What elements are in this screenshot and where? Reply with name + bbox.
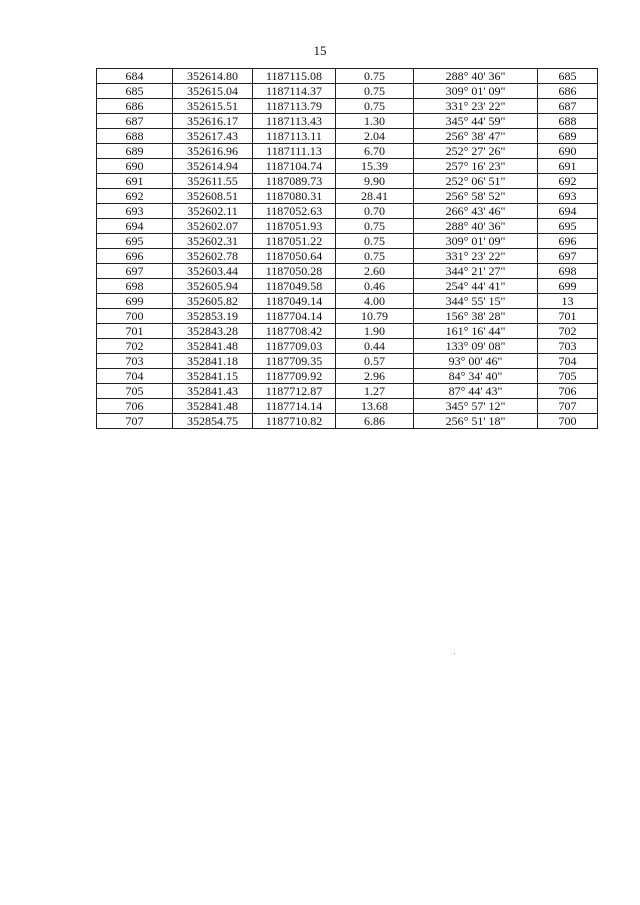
- distance-cell: 2.96: [336, 369, 414, 384]
- station-cell: 685: [97, 84, 173, 99]
- northing-cell: 1187709.35: [253, 354, 336, 369]
- station-cell: 696: [97, 249, 173, 264]
- northing-cell: 1187709.92: [253, 369, 336, 384]
- bearing-cell: 288° 40' 36": [414, 219, 538, 234]
- bearing-cell: 344° 21' 27": [414, 264, 538, 279]
- station-cell: 695: [97, 234, 173, 249]
- bearing-cell: 331° 23' 22": [414, 249, 538, 264]
- distance-cell: 0.75: [336, 69, 414, 84]
- bearing-cell: 331° 23' 22": [414, 99, 538, 114]
- distance-cell: 0.75: [336, 219, 414, 234]
- northing-cell: 1187049.14: [253, 294, 336, 309]
- northing-cell: 1187113.43: [253, 114, 336, 129]
- distance-cell: 0.75: [336, 84, 414, 99]
- easting-cell: 352602.07: [173, 219, 253, 234]
- distance-cell: 1.27: [336, 384, 414, 399]
- table-row: [97, 369, 598, 384]
- northing-cell: 1187114.37: [253, 84, 336, 99]
- scan-speck: [454, 653, 455, 654]
- bearing-cell: 257° 16' 23": [414, 159, 538, 174]
- to-station-cell: 704: [538, 354, 598, 369]
- easting-cell: 352602.11: [173, 204, 253, 219]
- to-station-cell: 695: [538, 219, 598, 234]
- station-cell: 707: [97, 414, 173, 429]
- distance-cell: 0.46: [336, 279, 414, 294]
- distance-cell: 13.68: [336, 399, 414, 414]
- northing-cell: 1187113.79: [253, 99, 336, 114]
- to-station-cell: 707: [538, 399, 598, 414]
- northing-cell: 1187712.87: [253, 384, 336, 399]
- to-station-cell: 703: [538, 339, 598, 354]
- easting-cell: 352605.82: [173, 294, 253, 309]
- easting-cell: 352611.55: [173, 174, 253, 189]
- station-cell: 704: [97, 369, 173, 384]
- easting-cell: 352603.44: [173, 264, 253, 279]
- distance-cell: 6.70: [336, 144, 414, 159]
- easting-cell: 352841.48: [173, 399, 253, 414]
- to-station-cell: 689: [538, 129, 598, 144]
- to-station-cell: 697: [538, 249, 598, 264]
- northing-cell: 1187089.73: [253, 174, 336, 189]
- easting-cell: 352614.80: [173, 69, 253, 84]
- table-row: [97, 144, 598, 159]
- bearing-cell: 93° 00' 46": [414, 354, 538, 369]
- page-number: 15: [313, 43, 327, 58]
- station-cell: 697: [97, 264, 173, 279]
- table-row: [97, 309, 598, 324]
- northing-cell: 1187704.14: [253, 309, 336, 324]
- easting-cell: 352602.31: [173, 234, 253, 249]
- to-station-cell: 700: [538, 414, 598, 429]
- coordinates-table-body: [97, 69, 598, 429]
- table-row: [97, 249, 598, 264]
- northing-cell: 1187113.11: [253, 129, 336, 144]
- distance-cell: 10.79: [336, 309, 414, 324]
- easting-cell: 352614.94: [173, 159, 253, 174]
- to-station-cell: 691: [538, 159, 598, 174]
- table-row: [97, 159, 598, 174]
- table-row: [97, 324, 598, 339]
- northing-cell: 1187050.28: [253, 264, 336, 279]
- table-row: [97, 384, 598, 399]
- to-station-cell: 699: [538, 279, 598, 294]
- distance-cell: 2.60: [336, 264, 414, 279]
- northing-cell: 1187714.14: [253, 399, 336, 414]
- bearing-cell: 345° 57' 12": [414, 399, 538, 414]
- easting-cell: 352616.17: [173, 114, 253, 129]
- bearing-cell: 256° 38' 47": [414, 129, 538, 144]
- to-station-cell: 692: [538, 174, 598, 189]
- distance-cell: 0.57: [336, 354, 414, 369]
- northing-cell: 1187710.82: [253, 414, 336, 429]
- northing-cell: 1187080.31: [253, 189, 336, 204]
- bearing-cell: 87° 44' 43": [414, 384, 538, 399]
- easting-cell: 352616.96: [173, 144, 253, 159]
- distance-cell: 6.86: [336, 414, 414, 429]
- station-cell: 703: [97, 354, 173, 369]
- bearing-cell: 252° 06' 51": [414, 174, 538, 189]
- bearing-cell: 156° 38' 28": [414, 309, 538, 324]
- distance-cell: 0.75: [336, 249, 414, 264]
- bearing-cell: 254° 44' 41": [414, 279, 538, 294]
- table-row: [97, 219, 598, 234]
- station-cell: 700: [97, 309, 173, 324]
- station-cell: 702: [97, 339, 173, 354]
- easting-cell: 352615.04: [173, 84, 253, 99]
- easting-cell: 352854.75: [173, 414, 253, 429]
- to-station-cell: 698: [538, 264, 598, 279]
- easting-cell: 352602.78: [173, 249, 253, 264]
- easting-cell: 352843.28: [173, 324, 253, 339]
- northing-cell: 1187115.08: [253, 69, 336, 84]
- distance-cell: 0.70: [336, 204, 414, 219]
- to-station-cell: 688: [538, 114, 598, 129]
- station-cell: 694: [97, 219, 173, 234]
- bearing-cell: 309° 01' 09": [414, 234, 538, 249]
- table-row: [97, 264, 598, 279]
- bearing-cell: 266° 43' 46": [414, 204, 538, 219]
- table-row: [97, 204, 598, 219]
- bearing-cell: 252° 27' 26": [414, 144, 538, 159]
- to-station-cell: 13: [538, 294, 598, 309]
- easting-cell: 352841.18: [173, 354, 253, 369]
- station-cell: 684: [97, 69, 173, 84]
- easting-cell: 352853.19: [173, 309, 253, 324]
- station-cell: 686: [97, 99, 173, 114]
- station-cell: 690: [97, 159, 173, 174]
- northing-cell: 1187050.64: [253, 249, 336, 264]
- to-station-cell: 701: [538, 309, 598, 324]
- table-row: [97, 414, 598, 429]
- table-row: [97, 99, 598, 114]
- easting-cell: 352615.51: [173, 99, 253, 114]
- northing-cell: 1187104.74: [253, 159, 336, 174]
- distance-cell: 1.30: [336, 114, 414, 129]
- table-row: [97, 339, 598, 354]
- easting-cell: 352605.94: [173, 279, 253, 294]
- to-station-cell: 694: [538, 204, 598, 219]
- to-station-cell: 686: [538, 84, 598, 99]
- table-row: [97, 114, 598, 129]
- bearing-cell: 344° 55' 15": [414, 294, 538, 309]
- table-row: [97, 69, 598, 84]
- station-cell: 687: [97, 114, 173, 129]
- northing-cell: 1187051.22: [253, 234, 336, 249]
- station-cell: 701: [97, 324, 173, 339]
- bearing-cell: 133° 09' 08": [414, 339, 538, 354]
- distance-cell: 1.90: [336, 324, 414, 339]
- table-row: [97, 84, 598, 99]
- to-station-cell: 706: [538, 384, 598, 399]
- station-cell: 705: [97, 384, 173, 399]
- distance-cell: 0.75: [336, 99, 414, 114]
- distance-cell: 2.04: [336, 129, 414, 144]
- northing-cell: 1187111.13: [253, 144, 336, 159]
- distance-cell: 0.75: [336, 234, 414, 249]
- northing-cell: 1187051.93: [253, 219, 336, 234]
- station-cell: 699: [97, 294, 173, 309]
- station-cell: 693: [97, 204, 173, 219]
- table-row: [97, 129, 598, 144]
- station-cell: 691: [97, 174, 173, 189]
- easting-cell: 352608.51: [173, 189, 253, 204]
- bearing-cell: 84° 34' 40": [414, 369, 538, 384]
- table-row: [97, 189, 598, 204]
- bearing-cell: 256° 51' 18": [414, 414, 538, 429]
- distance-cell: 0.44: [336, 339, 414, 354]
- distance-cell: 28.41: [336, 189, 414, 204]
- bearing-cell: 288° 40' 36": [414, 69, 538, 84]
- to-station-cell: 693: [538, 189, 598, 204]
- to-station-cell: 687: [538, 99, 598, 114]
- station-cell: 698: [97, 279, 173, 294]
- to-station-cell: 685: [538, 69, 598, 84]
- table-row: [97, 234, 598, 249]
- to-station-cell: 705: [538, 369, 598, 384]
- northing-cell: 1187708.42: [253, 324, 336, 339]
- table-row: [97, 399, 598, 414]
- northing-cell: 1187709.03: [253, 339, 336, 354]
- to-station-cell: 696: [538, 234, 598, 249]
- bearing-cell: 161° 16' 44": [414, 324, 538, 339]
- table-row: [97, 174, 598, 189]
- northing-cell: 1187049.58: [253, 279, 336, 294]
- bearing-cell: 309° 01' 09": [414, 84, 538, 99]
- coordinates-table: [96, 68, 598, 429]
- northing-cell: 1187052.63: [253, 204, 336, 219]
- station-cell: 688: [97, 129, 173, 144]
- table-row: [97, 294, 598, 309]
- bearing-cell: 256° 58' 52": [414, 189, 538, 204]
- easting-cell: 352841.43: [173, 384, 253, 399]
- bearing-cell: 345° 44' 59": [414, 114, 538, 129]
- easting-cell: 352841.15: [173, 369, 253, 384]
- table-row: [97, 279, 598, 294]
- station-cell: 692: [97, 189, 173, 204]
- easting-cell: 352841.48: [173, 339, 253, 354]
- distance-cell: 4.00: [336, 294, 414, 309]
- to-station-cell: 690: [538, 144, 598, 159]
- to-station-cell: 702: [538, 324, 598, 339]
- table-row: [97, 354, 598, 369]
- easting-cell: 352617.43: [173, 129, 253, 144]
- distance-cell: 15.39: [336, 159, 414, 174]
- distance-cell: 9.90: [336, 174, 414, 189]
- station-cell: 706: [97, 399, 173, 414]
- station-cell: 689: [97, 144, 173, 159]
